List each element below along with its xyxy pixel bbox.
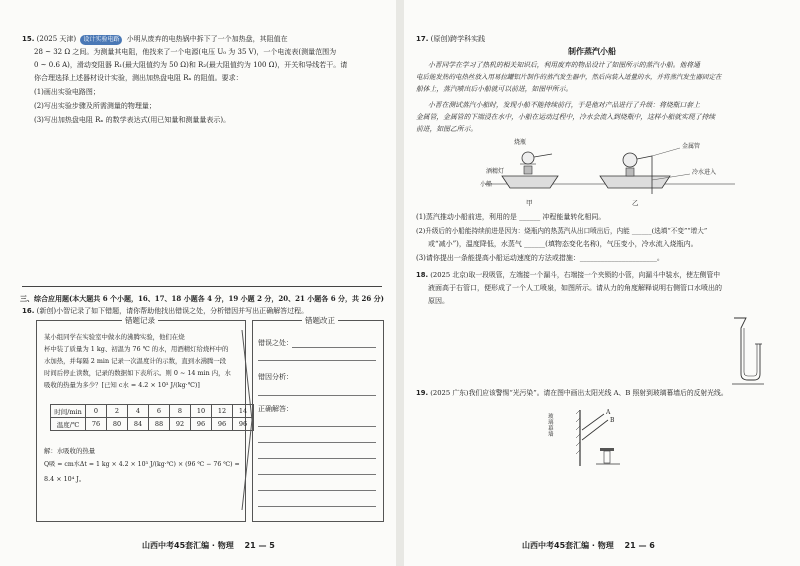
answer-line[interactable]	[258, 442, 376, 443]
q17-para1-1: 电后能发热的电热丝放入用易拉罐铝片制作的蒸汽发生器中，然后向装入适量的水，并将蒸汽发生器固定在	[416, 73, 722, 81]
q18-line-0	[416, 270, 720, 280]
q17-header	[416, 34, 485, 44]
table-cell: 92	[170, 418, 191, 431]
label-cold-water: 冷水进入	[692, 169, 717, 176]
boat-b	[600, 176, 670, 188]
q16-problem-3: 时间后停止读数，记录的数据如下表所示。则 0 ~ 14 min 内，水	[44, 369, 231, 377]
label-boat: 小船	[480, 181, 493, 188]
page-number: 21 — 5	[244, 541, 275, 550]
q16-problem-4: 吸收的热量为多少？[已知 c水 = 4.2 × 10³ J/(kg·℃)]	[44, 381, 200, 389]
section3-heading: 三、综合应用题(本大题共 6 个小题，16、17、18 小题各 4 分，19 小题 2 分，20、21 小题各 6 分，共 26 分)	[20, 294, 384, 303]
q17-question-2: (2)升级后的小船能持续前进是因为：烧瓶内的热蒸汽从出口喷出后，内能 ______(选填“不变”“增大”	[416, 227, 708, 235]
label-error-cause: 错因分析：	[258, 373, 293, 381]
q16-problem-1: 杯中装了质量为 1 kg、初温为 76 ℃ 的水，用酒精灯给烧杯中的	[44, 345, 229, 353]
q16-solution-2: 8.4 × 10⁴ J。	[44, 475, 86, 483]
q15-text-3: 你合理选择上述器材设计实验，测出加热盘电阻 Rₓ 的阻值。要求：	[34, 74, 243, 82]
q15-text-2: 0 ~ 0.6 A)，滑动变阻器 R₁(最大阻值约为 50 Ω)和 R₂(最大阻值约为 100 Ω)，开关和导线若干。请	[34, 61, 348, 69]
answer-line[interactable]	[258, 506, 376, 507]
page-gutter	[396, 0, 404, 566]
table-cell: 96	[212, 418, 233, 431]
table-cell: 96	[233, 418, 254, 431]
q18-number: 18.	[416, 271, 429, 279]
table-cell: 14	[233, 405, 254, 418]
q17-question-1: (1)蒸汽推动小船前进，利用的是 ______ 冲程能量转化相同。	[416, 213, 606, 221]
table-cell: 76	[86, 418, 107, 431]
q17-source: (原创)跨学科实践	[430, 35, 486, 43]
q17-question-3: (3)请你提出一条能提高小船运动速度的方法或措施：______________________。	[416, 254, 664, 262]
table-cell: 96	[191, 418, 212, 431]
q16-text: (新创)小智记录了如下错题，请你帮助他找出错误之处，分析错因并写出正确解答过程。	[36, 307, 309, 315]
table-row	[51, 418, 254, 431]
page-number: 21 — 6	[624, 541, 655, 550]
q16-solution-0: 解：水吸收的热量	[44, 447, 96, 455]
q17-title: 制作蒸汽小船	[568, 46, 616, 56]
table-cell: 6	[149, 405, 170, 418]
left-footer	[142, 540, 275, 551]
table-cell: 2	[107, 405, 128, 418]
answer-line[interactable]	[258, 474, 376, 475]
q15-req-3: (3)写出加热盘电阻 Rₓ 的数学表达式(用已知量和测量量表示)。	[34, 116, 231, 124]
q16-solution-1: Q吸 = cm水Δt = 1 kg × 4.2 × 10³ J/(kg·℃) × (96 ℃ − 76 ℃) =	[44, 461, 240, 468]
table-cell: 10	[191, 405, 212, 418]
ray-a-label: A	[606, 409, 611, 416]
data-table	[50, 404, 254, 431]
q17-question-2b: 或“减小”)，温度降低，水蒸气 ______(填物态变化名称)，气压变小，冷水流入烧瓶内。	[428, 240, 698, 248]
q17-para1-2: 船体上，蒸汽喷出后小船就可以前进，如图甲所示。	[416, 85, 573, 93]
wall-label: 玻璃幕墙	[548, 414, 554, 438]
error-record-title: 错题记录	[122, 315, 158, 326]
table-cell: 12	[212, 405, 233, 418]
q17-para2-2: 前进，如图乙所示。	[416, 125, 478, 133]
flask-a	[522, 152, 534, 164]
q15-source: (2025 天津)	[36, 35, 77, 43]
q15-req-1: (1)画出实验电路图；	[34, 88, 100, 96]
glass-wall-figure	[560, 406, 630, 470]
answer-line[interactable]	[258, 458, 376, 459]
boat-a	[502, 176, 558, 188]
q17-para2-1: 金属管，金属管的下端浸在水中，小船在运动过程中，冷水会流入到烧瓶中，这样小船就实现了持续	[416, 113, 716, 121]
label-correct-answer: 正确解答：	[258, 405, 293, 413]
ray-b	[582, 420, 608, 440]
answer-line[interactable]	[292, 347, 376, 348]
section-divider	[22, 286, 382, 287]
label-metal-tube: 金属管	[682, 143, 701, 150]
q17-para2-0: 小晋在测试蒸汽小船时，发现小船不能持续前行，于是他对产品进行了升级：将烧瓶口套上	[428, 101, 700, 109]
fig-a-caption: 甲	[526, 199, 533, 207]
q16-number: 16.	[22, 307, 35, 315]
q15-line-1	[22, 34, 288, 45]
q15-number: 15.	[22, 35, 35, 43]
table-header-time: 时间/min	[51, 405, 86, 418]
q17-para1-0: 小晋同学在学习了热机的相关知识后，利用废弃的物品设计了如图所示的蒸汽小船。他将通	[428, 61, 700, 69]
q15-tag: 设计实验电路	[80, 35, 122, 45]
table-cell: 84	[128, 418, 149, 431]
q16-header	[22, 306, 308, 316]
lamp-a	[524, 166, 532, 174]
table-cell: 80	[107, 418, 128, 431]
fountain-figure	[728, 314, 768, 386]
table-row	[51, 405, 254, 418]
answer-line[interactable]	[258, 395, 376, 396]
ray-b-label: B	[610, 417, 615, 424]
q15-req-2: (2)写出实验步骤及所需测量的物理量；	[34, 102, 156, 110]
q16-problem-0: 某小组同学在实验室中做水的沸腾实验，他们在烧	[44, 333, 185, 341]
q18-text-0: (2025 北京)取一段吸管，左端接一个漏斗，右端接一个夹锁的小管，向漏斗中装水，使左侧管中	[430, 271, 721, 279]
footer-title: 山西中考45套汇编 · 物理	[522, 541, 614, 550]
flask-b	[623, 153, 637, 167]
q17-number: 17.	[416, 35, 429, 43]
label-error-location: 错误之处：	[258, 339, 293, 347]
q15-text-1: 28 ~ 32 Ω 之间。为测量其电阻，他找来了一个电源(电压 U₀ 为 35 V)，一个电流表(测量范围为	[34, 48, 337, 56]
ray-a	[582, 414, 604, 430]
table-cell: 4	[128, 405, 149, 418]
q18-text-2: 原因。	[428, 297, 449, 305]
footer-title: 山西中考45套汇编 · 物理	[142, 541, 234, 550]
table-cell: 8	[170, 405, 191, 418]
answer-line[interactable]	[258, 426, 376, 427]
q16-problem-2: 水加热，并每隔 2 min 记录一次温度计的示数，直到水沸腾一段	[44, 357, 227, 365]
answer-line[interactable]	[258, 360, 376, 361]
answer-line[interactable]	[258, 490, 376, 491]
q15-text-0: 小明从废弃的电热锅中拆下了一个加热盘，其阻值在	[126, 35, 288, 43]
table-cell: 88	[149, 418, 170, 431]
q19-text: (2025 广东)我们应该警惕“光污染”。请在图中画出太阳光线 A、B 照射到玻璃幕墙后的反射光线。	[430, 389, 728, 397]
label-lamp: 酒精灯	[486, 168, 505, 175]
table-header-temp: 温度/℃	[51, 418, 86, 431]
correction-box	[252, 320, 384, 522]
steam-boat-figures	[480, 140, 740, 220]
label-flask: 烧瓶	[514, 139, 527, 146]
q18-text-1: 液面高于右管口，便形成了一个人工喷泉，如图所示。请从力的角度解释说明右侧管口水喷出的	[428, 284, 722, 292]
correction-title: 错题改正	[302, 315, 338, 326]
fig-b-caption: 乙	[632, 199, 639, 207]
q19-number: 19.	[416, 389, 429, 397]
q19-line	[416, 388, 728, 398]
table-cell: 0	[86, 405, 107, 418]
right-footer	[522, 540, 655, 551]
